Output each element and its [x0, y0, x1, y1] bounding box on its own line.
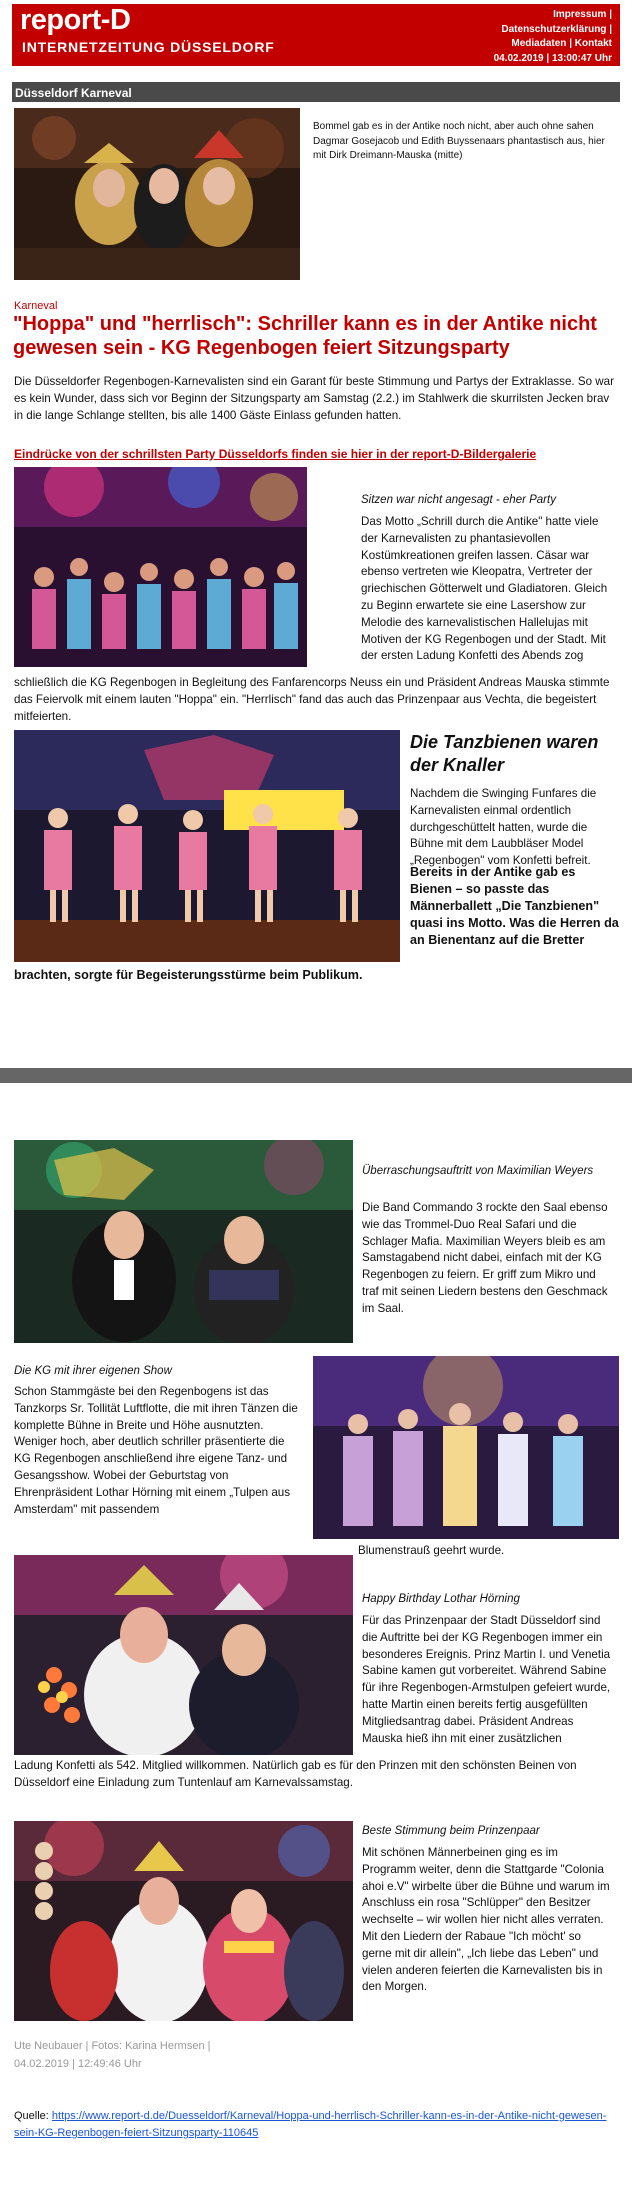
section6-title: Beste Stimmung beim Prinzenpaar [362, 1825, 540, 1837]
article-intro: Die Düsseldorfer Regenbogen-Karnevalisten sind ein Garant für beste Stimmung und Partys der Extraklasse. So war es kein Wunder, dass sich vor Beginn der Sitzungsparty am Samstag (2.2.) im Stahlwerk die skurrilsten Jecken brav in die lange Schlange stellten, bis alle 1400 Gäste Einlass gefunden hatten. [14, 375, 614, 422]
header-links [494, 8, 612, 66]
mediadaten-kontakt-link[interactable]: Mediadaten | Kontakt [511, 38, 612, 49]
photo-lothar-hoerning [14, 1555, 353, 1755]
photo-prinzenpaar [14, 1821, 353, 2021]
section4-text-cont: Blumenstrauß geehrt wurde. [358, 1544, 505, 1557]
photo-costumed-guests [14, 108, 300, 280]
photo-party-crowd [14, 467, 307, 667]
section6-text: Mit schönen Männerbeinen ging es im Programm weiter, denn die Stattgarde "Colonia ahoi e.V" wirbelte über die Bühne und warum im Anschluss ein rosa "Schlüpper" den Besitzer wechselte – wir wollen hier nicht alles verraten. Mit den Liedern der Rabaue "Ich möcht' so gerne mit dir allein", „Ich liebe das Leben" und vielen anderen feierten die Karnevalisten bis in den Morgen. [362, 1846, 610, 1994]
source-line [14, 2108, 614, 2142]
datenschutz-link[interactable]: Datenschutzerklärung | [501, 23, 612, 35]
section1-text: Das Motto „Schrill durch die Antike" hatte viele der Karnevalisten zu phantasievollen Kostümkreationen greifen lassen. Cäsar war ebenso vertreten wie Kleopatra, Vertreter der griechischen Götterwelt und Gladiatoren. Gleich zu Beginn erwartete sie eine Lasershow zur Melodie des karnevalistischen Hallelujas mit Motiven der KG Regenbogen und der Stadt. Mit der ersten Ladung Konfetti des Abends zog [361, 515, 608, 663]
section5-title: Happy Birthday Lothar Hörning [362, 1593, 520, 1605]
gallery-link[interactable]: Eindrücke von der schrillsten Party Düsseldorfs finden sie hier in der report-D-Bildergalerie [14, 447, 537, 461]
section5-text-cont: Ladung Konfetti als 542. Mitglied willkommen. Natürlich gab es für den Prinzen mit den schönsten Beinen von Düsseldorf eine Einladung zum Tuntenlauf am Karnevalssamstag. [14, 1759, 577, 1789]
site-header [12, 4, 620, 66]
top-photo-caption: Bommel gab es in der Antike noch nicht, aber auch ohne sahen Dagmar Gosejacob und Edith Buyssenaars phantastisch aus, hier mit Dirk Dreimann-Mauska (mitte) [313, 121, 605, 161]
section2-text: Nachdem die Swinging Funfares die Karnevalisten einmal ordentlich durchgeschüttelt hatten, wurde die Bühne mit dem Laubbläser Model „Regenbogen" vom Konfetti befreit. [410, 787, 597, 868]
section2-title: Die Tanzbienen waren der Knaller [410, 732, 599, 775]
photo-maximilian-weyers [14, 1140, 353, 1343]
section4-text: Schon Stammgäste bei den Regenbogens ist das Tanzkorps Sr. Tollität Luftflotte, die mit ihren Tänzen die komplette Bühne in Breite und Höhe ausnutzten. Weniger hoch, aber deutlich schriller präsentierte die KG Regenbogen anschließend ihre eigene Tanz- und Gesangsshow. Wobei der Geburtstag von Ehrenpräsident Lothar Hörning mit einem „Tulpen aus Amsterdam" mit passendem [14, 1385, 298, 1516]
article-footer [14, 2038, 210, 2073]
source-url-link[interactable]: https://www.report-d.de/Duesseldorf/Karneval/Hoppa-und-herrlisch-Schriller-kann-es-in-der-Antike-nicht-gewesen-sein-KG-Regenbogen-feiert-Sitzungsparty-110645 [14, 2110, 607, 2140]
impressum-link[interactable]: Impressum | [553, 9, 612, 20]
section1-text-cont: schließlich die KG Regenbogen in Begleitung des Fanfarencorps Neuss ein und Präsident Andreas Mauska stimmte das Feiervolk mit einem lauten "Hoppa" ein. "Herrlisch" fand das auch das Prinzenpaar aus Vechta, die begeistert mitfeierten. [14, 676, 610, 723]
header-datetime: 04.02.2019 | 13:00:47 Uhr [493, 52, 612, 64]
site-tagline: INTERNETZEITUNG DÜSSELDORF [22, 39, 275, 55]
section-title-bar[interactable]: Düsseldorf Karneval [12, 82, 620, 102]
author-credit: Ute Neubauer | Fotos: Karina Hermsen | [14, 2040, 211, 2052]
header-spacer [12, 66, 620, 82]
photo-kg-show [313, 1356, 619, 1539]
source-label: Quelle: [14, 2110, 52, 2122]
section2-bold-text-cont: brachten, sorgte für Begeisterungsstürme beim Publikum. [14, 968, 363, 982]
section3-text: Die Band Commando 3 rockte den Saal ebenso wie das Trommel-Duo Real Safari und die Schlager Mafia. Maximilian Weyers bleib es am Samstagabend nicht dabei, einfach mit der KG Regenbogen zu feiern. Er griff zum Mikro und traf mit seinen Liedern bestens den Geschmack im Saal. [362, 1201, 608, 1315]
publish-date: 04.02.2019 | 12:49:46 Uhr [14, 2057, 142, 2070]
category-kicker[interactable]: Karneval [14, 300, 58, 312]
section2-bold-text: Bereits in der Antike gab es Bienen – so passte das Männerballett „Die Tanzbienen" quasi ins Motto. Was die Herren da an Bienentanz auf die Bretter [410, 865, 619, 947]
page-divider [0, 1068, 632, 1083]
photo-dance-show [14, 730, 400, 962]
article-headline: "Hoppa" und "herrlisch": Schriller kann es in der Antike nicht gewesen sein - KG Regenbogen feiert Sitzungsparty [13, 313, 597, 359]
section4-title: Die KG mit ihrer eigenen Show [14, 1365, 172, 1377]
section5-text: Für das Prinzenpaar der Stadt Düsseldorf sind die Auftritte bei der KG Regenbogen immer ein besonderes Ereignis. Prinz Martin I. und Venetia Sabine kamen gut vorbereitet. Während Sabine für ihre Regenbogen-Armstulpen gefeiert wurde, hatte Martin einen bereits fertig ausgefüllten Mitgliedsantrag dabei. Präsident Andreas Mauska hieß ihn mit einer zusätzlichen [362, 1614, 611, 1745]
section3-title: Überraschungsauftritt von Maximilian Weyers [362, 1165, 594, 1177]
site-logo[interactable]: report-D [20, 4, 131, 36]
section1-title: Sitzen war nicht angesagt - eher Party [361, 494, 556, 506]
